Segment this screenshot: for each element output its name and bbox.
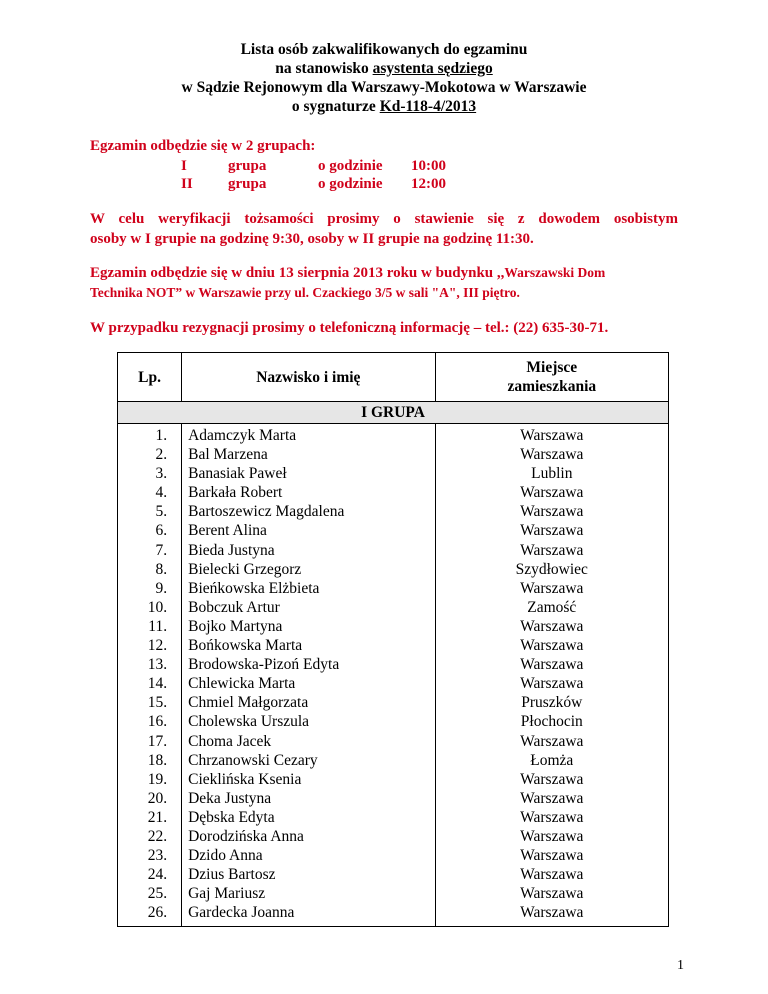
name-cell: Bojko Martyna	[188, 617, 283, 635]
lp-cell: 21.	[147, 808, 168, 826]
lp-cell: 26.	[147, 904, 168, 922]
name-cell: Chmiel Małgorzata	[188, 694, 309, 712]
candidates-table	[117, 352, 669, 927]
name-cell: Banasiak Paweł	[188, 465, 287, 483]
resignation-note: W przypadku rezygnacji prosimy o telefoniczną informację – tel.: (22) 635-30-71.	[90, 320, 609, 336]
residence-cell: Warszawa	[520, 808, 584, 826]
name-cell: Bielecki Grzegorz	[188, 560, 302, 578]
name-cell: Dzius Bartosz	[188, 866, 276, 884]
residence-cell: Warszawa	[520, 827, 584, 845]
residence-cell: Warszawa	[520, 789, 584, 807]
name-cell: Dębska Edyta	[188, 808, 275, 826]
lp-cell: 5.	[155, 503, 168, 521]
residence-cell: Warszawa	[520, 484, 584, 502]
venue-name: Warszawski Dom	[504, 265, 606, 280]
position-name: asystenta sędziego	[372, 60, 493, 77]
lp-cell: 6.	[155, 522, 168, 540]
residence-cell: Warszawa	[520, 503, 584, 521]
residence-cell: Warszawa	[520, 522, 584, 540]
lp-cell: 14.	[147, 675, 168, 693]
date-line-2: Technika NOT” w Warszawie przy ul. Czackiego 3/5 w sali "A", III piętro.	[90, 285, 520, 300]
residence-cell: Szydłowiec	[515, 560, 588, 578]
residence-cell: Warszawa	[520, 579, 584, 597]
residence-cell: Warszawa	[520, 617, 584, 635]
exam-groups-heading: Egzamin odbędzie się w 2 grupach:	[90, 138, 316, 154]
name-cell: Dzido Anna	[188, 847, 263, 865]
lp-cell: 12.	[147, 637, 168, 655]
residence-cell: Warszawa	[520, 866, 584, 884]
group-schedule-2	[0, 176, 768, 196]
residence-cell: Warszawa	[520, 656, 584, 674]
residence-cell: Warszawa	[520, 770, 584, 788]
lp-cell: 25.	[147, 885, 168, 903]
title-line-4-prefix: o sygnaturze	[291, 98, 380, 115]
lp-cell: 9.	[155, 579, 168, 597]
lp-cell: 8.	[155, 560, 168, 578]
lp-cell: 15.	[147, 694, 168, 712]
residence-cell: Warszawa	[520, 847, 584, 865]
lp-cell: 17.	[147, 732, 168, 750]
name-cell: Adamczyk Marta	[188, 427, 297, 444]
name-cell: Barkała Robert	[188, 484, 283, 502]
lp-cell: 23.	[147, 847, 168, 865]
name-cell: Bobczuk Artur	[188, 598, 280, 616]
name-column	[182, 424, 435, 927]
table-body-row	[118, 424, 669, 927]
title-line-1: Lista osób zakwalifikowanych do egzaminu	[240, 41, 528, 58]
case-signature: Kd-118-4/2013	[379, 98, 477, 115]
group-word: grupa	[228, 176, 267, 192]
lp-cell: 18.	[147, 751, 168, 769]
residence-cell: Zamość	[527, 598, 577, 616]
name-cell: Cholewska Urszula	[188, 713, 310, 731]
residence-cell: Warszawa	[520, 446, 584, 464]
group-at: o godzinie	[318, 176, 383, 192]
title-line-2-prefix: na stanowisko	[275, 60, 373, 77]
date-line-1: Egzamin odbędzie się w dniu 13 sierpnia 2013 roku w budynku ,,	[90, 265, 505, 281]
document-title	[0, 40, 768, 116]
name-cell: Chlewicka Marta	[188, 675, 296, 693]
title-line-3: w Sądzie Rejonowym dla Warszawy-Mokotowa w Warszawie	[181, 79, 587, 96]
header-lp: Lp.	[118, 353, 182, 402]
residence-cell: Warszawa	[520, 885, 584, 903]
identity-verification-note	[90, 209, 678, 249]
group-label: I GRUPA	[118, 402, 669, 424]
name-cell: Bońkowska Marta	[188, 637, 303, 655]
group-word: grupa	[228, 158, 267, 174]
group-number: II	[181, 176, 193, 192]
group-row	[118, 402, 669, 424]
residence-cell: Warszawa	[520, 427, 584, 444]
lp-cell: 16.	[147, 713, 168, 731]
residence-cell: Warszawa	[520, 541, 584, 559]
lp-cell: 2.	[155, 446, 168, 464]
name-cell: Chrzanowski Cezary	[188, 751, 318, 769]
lp-cell: 7.	[155, 541, 168, 559]
name-cell: Choma Jacek	[188, 732, 272, 750]
header-residence-line-1: Miejsce	[526, 359, 578, 376]
verification-line-1: W celu weryfikacji tożsamości prosimy o stawienie się z dowodem osobistym	[90, 211, 678, 227]
residence-cell: Łomża	[530, 751, 574, 769]
group-schedule-1	[0, 158, 768, 178]
group-time: 12:00	[411, 176, 446, 192]
name-cell: Bartoszewicz Magdalena	[188, 503, 345, 521]
verification-line-2: osoby w I grupie na godzinę 9:30, osoby w II grupie na godzinę 11:30.	[90, 231, 534, 247]
name-cell: Dorodzińska Anna	[188, 827, 304, 845]
exam-date-location	[90, 263, 678, 303]
title-line-2	[0, 59, 768, 78]
name-cell: Cieklińska Ksenia	[188, 770, 302, 788]
lp-cell: 11.	[148, 617, 168, 635]
name-cell: Gaj Mariusz	[188, 885, 266, 903]
residence-cell: Pruszków	[521, 694, 583, 712]
residence-cell: Lublin	[531, 465, 573, 483]
name-cell: Gardecka Joanna	[188, 904, 295, 922]
page-number: 1	[677, 958, 684, 973]
title-line-4	[0, 97, 768, 116]
lp-cell: 3.	[155, 465, 168, 483]
name-cell: Bieńkowska Elżbieta	[188, 579, 320, 597]
lp-cell: 4.	[155, 484, 168, 502]
residence-cell: Płochocin	[520, 713, 583, 731]
header-residence-line-2: zamieszkania	[507, 378, 597, 395]
group-number: I	[181, 158, 187, 174]
lp-cell: 10.	[147, 598, 168, 616]
table-header-row	[118, 353, 669, 402]
lp-cell: 20.	[147, 789, 168, 807]
residence-column	[435, 424, 668, 927]
lp-cell: 22.	[147, 827, 168, 845]
lp-cell: 19.	[147, 770, 168, 788]
group-time: 10:00	[411, 158, 446, 174]
group-at: o godzinie	[318, 158, 383, 174]
residence-cell: Warszawa	[520, 637, 584, 655]
name-cell: Brodowska-Pizoń Edyta	[188, 656, 340, 674]
lp-cell: 13.	[147, 656, 168, 674]
lp-cell: 1.	[155, 427, 168, 444]
name-cell: Bal Marzena	[188, 446, 268, 464]
residence-cell: Warszawa	[520, 732, 584, 750]
lp-column	[118, 424, 182, 927]
residence-cell: Warszawa	[520, 904, 584, 922]
header-name: Nazwisko i imię	[182, 353, 435, 402]
name-cell: Berent Alina	[188, 522, 267, 540]
name-cell: Bieda Justyna	[188, 541, 275, 559]
lp-cell: 24.	[147, 866, 168, 884]
name-cell: Deka Justyna	[188, 789, 272, 807]
header-residence	[435, 353, 668, 402]
residence-cell: Warszawa	[520, 675, 584, 693]
